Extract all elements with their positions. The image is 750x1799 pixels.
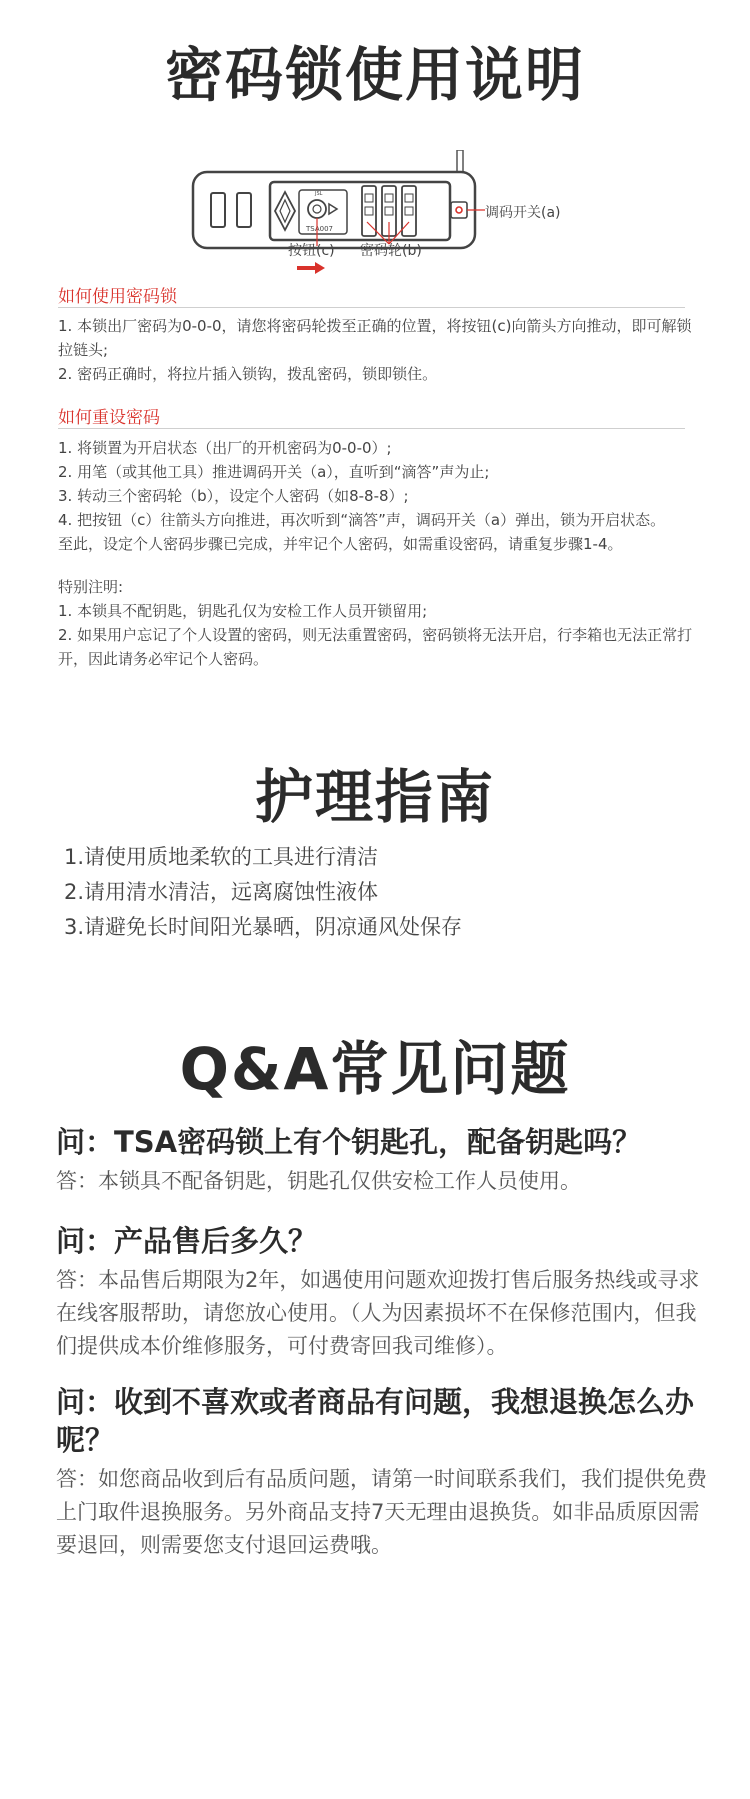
step-text: 2. 用笔（或其他工具）推进调码开关（a），直听到“滴答”声为止; bbox=[58, 463, 490, 481]
care-item: 1.请使用质地柔软的工具进行清洁 bbox=[64, 845, 379, 869]
reset-steps bbox=[58, 436, 698, 556]
question-text: 问：收到不喜欢或者商品有问题，我想退换怎么办呢？ bbox=[56, 1385, 695, 1457]
qa-title: Q&A常见问题 bbox=[179, 1035, 571, 1103]
notice-text: 1. 本锁具不配钥匙，钥匙孔仅为安检工作人员开锁留用; bbox=[58, 602, 428, 620]
step-text: 至此，设定个人密码步骤已完成，并牢记个人密码，如需重设密码，请重复步骤1-4。 bbox=[58, 535, 623, 553]
question-text: 问：产品售后多久？ bbox=[56, 1224, 318, 1258]
reset-heading: 如何重设密码 bbox=[58, 408, 160, 428]
lock-logo-text: JSL bbox=[315, 191, 323, 197]
care-item: 2.请用清水清洁，远离腐蚀性液体 bbox=[64, 880, 379, 904]
answer-text: 答：本锁具不配备钥匙，钥匙孔仅供安检工作人员使用。 bbox=[56, 1169, 581, 1193]
answer-text: 答：如您商品收到后有品质问题，请第一时间联系我们，我们提供免费上门取件退换服务。另外商品支持7天无理由退换货。如非品质原因需要退回，则需要您支付退回运费哦。 bbox=[56, 1467, 707, 1557]
wheels-label: 密码轮(b) bbox=[360, 243, 422, 259]
notice-text: 2. 如果用户忘记了个人设置的密码，则无法重置密码，密码锁将无法开启，行李箱也无法正常打开，因此请务必牢记个人密码。 bbox=[58, 626, 693, 668]
how-to-use-heading: 如何使用密码锁 bbox=[58, 287, 177, 307]
notice-heading: 特别注明: bbox=[58, 578, 124, 596]
question-text: 问：TSA密码锁上有个钥匙孔，配备钥匙吗？ bbox=[56, 1125, 642, 1159]
divider bbox=[58, 428, 685, 429]
step-text: 1. 将锁置为开启状态（出厂的开机密码为0-0-0）; bbox=[58, 439, 392, 457]
lock-diagram bbox=[185, 150, 575, 280]
push-arrow-icon bbox=[315, 262, 325, 274]
switch-label: 调码开关(a) bbox=[485, 205, 561, 221]
step-text: 1. 本锁出厂密码为0-0-0，请您将密码轮拨至正确的位置，将按钮(c)向箭头方向推动，即可解锁拉链头; bbox=[58, 317, 692, 359]
answer-text: 答：本品售后期限为2年，如遇使用问题欢迎拨打售后服务热线或寻求在线客服帮助，请您放心使用。（人为因素损坏不在保修范围内，但我们提供成本价维修服务，可付费寄回我司维修）。 bbox=[56, 1268, 700, 1358]
step-text: 4. 把按钮（c）往箭头方向推进，再次听到“滴答”声，调码开关（a）弹出，锁为开启状态。 bbox=[58, 511, 666, 529]
divider bbox=[58, 307, 685, 308]
lock-code-text: TSA007 bbox=[306, 225, 333, 233]
care-list bbox=[64, 840, 462, 945]
lock-instructions-title: 密码锁使用说明 bbox=[164, 41, 585, 109]
step-text: 3. 转动三个密码轮（b），设定个人密码（如8-8-8）; bbox=[58, 487, 409, 505]
button-label: 按钮(c) bbox=[288, 243, 335, 259]
how-to-use-steps bbox=[58, 314, 698, 386]
step-text: 2. 密码正确时，将拉片插入锁钩，拨乱密码，锁即锁住。 bbox=[58, 365, 438, 383]
care-guide-title: 护理指南 bbox=[254, 763, 495, 831]
special-notice bbox=[58, 575, 698, 671]
care-item: 3.请避免长时间阳光暴晒，阴凉通风处保存 bbox=[64, 915, 463, 939]
